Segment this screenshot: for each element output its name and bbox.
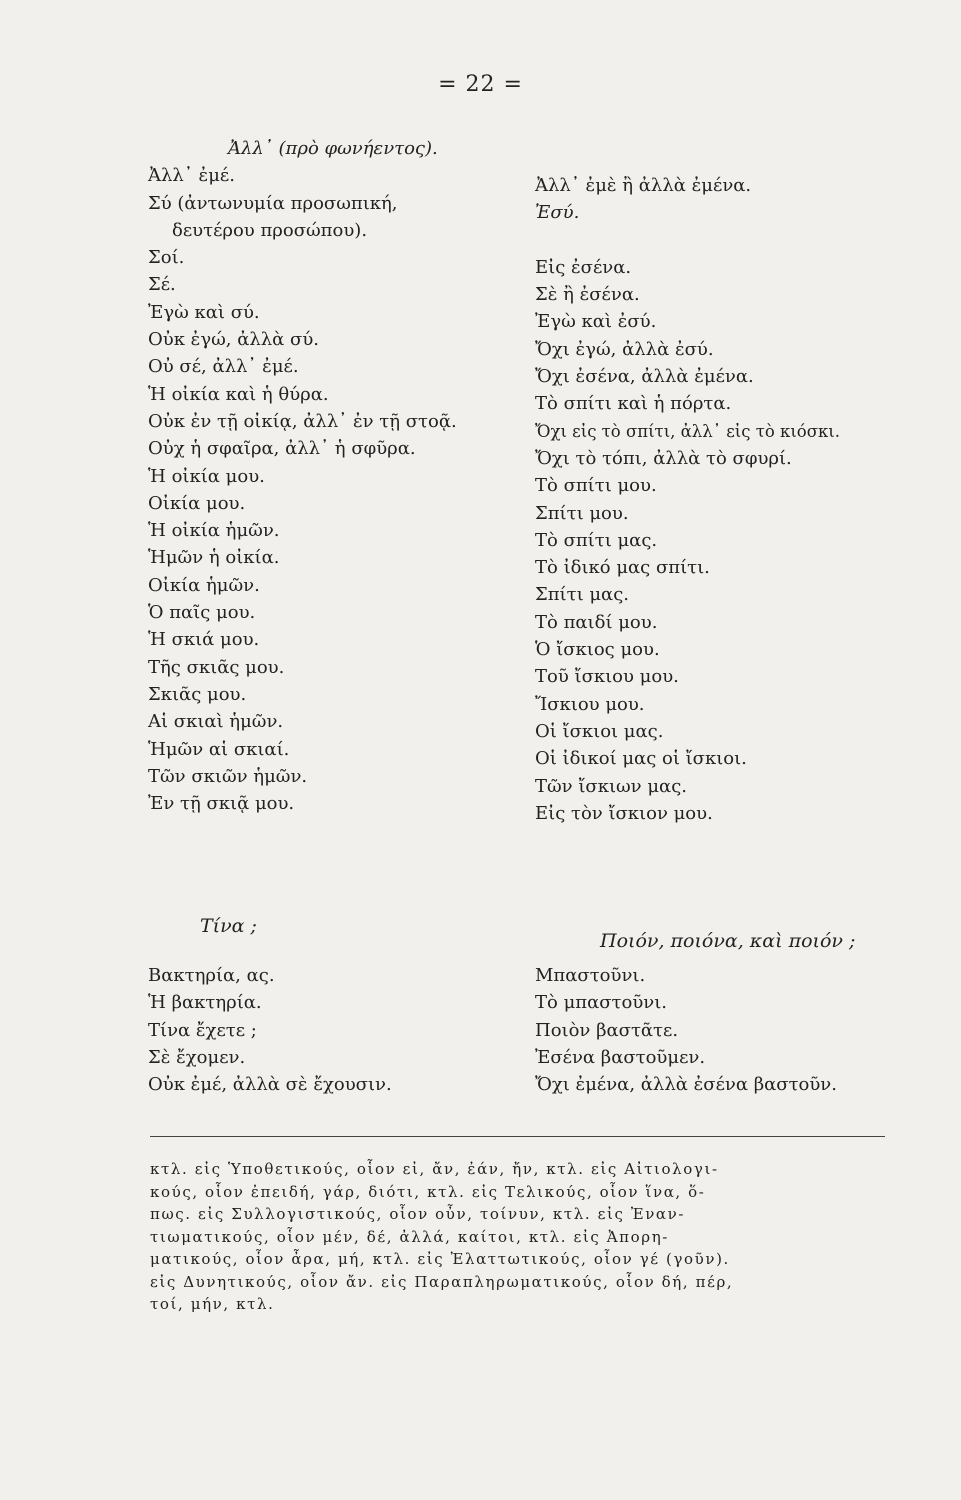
text-line: Ἡ οἰκία ἡμῶν.	[148, 520, 280, 542]
left-heading: Ἀλλ᾽ (πρὸ φωνήεντος).	[228, 138, 438, 159]
text-line: Ἐσένα βαστοῦμεν.	[535, 1046, 706, 1068]
text-line: Οἱ ἰδικοί μας οἱ ἴσκιοι.	[535, 748, 747, 770]
text-line: Ὁ ἴσκιος μου.	[535, 639, 660, 661]
text-line: Τὸ σπίτι μας.	[535, 529, 658, 551]
footnote-line: τοί, μήν, κτλ.	[150, 1295, 275, 1313]
text-line: Τῶν ἴσκιων μας.	[535, 775, 687, 797]
text-line: Οὐκ ἐγώ, ἀλλὰ σύ.	[148, 329, 320, 351]
text-line: Ποιὸν βαστᾶτε.	[535, 1019, 679, 1041]
text-line: Οἰκία ἡμῶν.	[148, 574, 260, 596]
text-line: Τὸ παιδί μου.	[535, 611, 658, 633]
text-line: Σέ.	[148, 274, 176, 296]
footnote-divider	[150, 1136, 885, 1137]
footnote	[150, 1158, 895, 1316]
text-line	[535, 227, 840, 254]
section-left-heading: Τίνα ;	[200, 915, 257, 937]
text-line: Ὁ παῖς μου.	[148, 602, 256, 624]
text-line: Μπαστοῦνι.	[535, 965, 646, 986]
footnote-line: κτλ. εἰς Ὑποθετικούς, οἷον εἰ, ἄν, ἐάν, ἤν, κτλ. εἰς Αἰτιολογι-	[150, 1160, 719, 1178]
text-line: Τῶν σκιῶν ἡμῶν.	[148, 765, 308, 787]
text-line: δευτέρου προσώπου).	[172, 219, 368, 241]
text-line: Ἀλλ᾽ ἐμὲ ἢ ἀλλὰ ἐμένα.	[535, 175, 752, 196]
page-number: = 22 =	[438, 72, 523, 97]
section-left-column	[148, 962, 392, 1098]
text-line: Ἡ σκιά μου.	[148, 629, 260, 651]
text-line: Σὲ ἢ ἐσένα.	[535, 284, 640, 306]
footnote-line: πως. εἰς Συλλογιστικούς, οἷον οὖν, τοίνυν, κτλ. εἰς Ἐναν-	[150, 1205, 686, 1223]
footnote-line: εἰς Δυνητικούς, οἷον ἄν. εἰς Παραπληρωματικούς, οἷον δή, πέρ,	[150, 1272, 734, 1291]
text-line: Ἡμῶν αἱ σκιαί.	[148, 738, 290, 760]
text-line: Οἰκία μου.	[148, 492, 246, 514]
text-line: Ἐγὼ καὶ ἐσύ.	[535, 311, 657, 333]
text-line: Οὐκ ἐν τῇ οἰκίᾳ, ἀλλ᾽ ἐν τῇ στοᾷ.	[148, 410, 457, 432]
text-line: Τὸ μπαστοῦνι.	[535, 992, 667, 1014]
text-line: Σὲ ἔχομεν.	[148, 1046, 246, 1068]
text-line: Ἡ οἰκία μου.	[148, 465, 265, 487]
text-line: Βακτηρία, ας.	[148, 965, 275, 986]
right-column	[535, 172, 840, 827]
text-line: Σπίτι μας.	[535, 584, 630, 606]
text-line: Τὸ σπίτι μου.	[535, 475, 657, 497]
section-right-column	[535, 962, 837, 1098]
text-line: Ὄχι ἐγώ, ἀλλὰ ἐσύ.	[535, 338, 714, 360]
text-line: Ἐσύ.	[535, 202, 580, 224]
text-line: Ἐγὼ καὶ σύ.	[148, 301, 260, 323]
text-line: Τοῦ ἴσκιου μου.	[535, 666, 679, 688]
text-line: Ἐν τῇ σκιᾷ μου.	[148, 793, 295, 815]
text-line: Τὸ ἰδικό μας σπίτι.	[535, 557, 710, 579]
left-column	[148, 135, 457, 817]
text-line: Οὐκ ἐμέ, ἀλλὰ σὲ ἔχουσιν.	[148, 1074, 392, 1096]
text-line: Εἰς ἐσένα.	[535, 256, 632, 278]
text-line: Οὐ σέ, ἀλλ᾽ ἐμέ.	[148, 356, 299, 378]
footnote-line: ματικούς, οἷον ἆρα, μή, κτλ. εἰς Ἐλαττωτικούς, οἷον γέ (γοῦν).	[150, 1250, 730, 1268]
text-line: Ὄχι ἐσένα, ἀλλὰ ἐμένα.	[535, 366, 754, 388]
text-line: Σύ (ἀντωνυμία προσωπική,	[148, 192, 398, 214]
text-line: Σοί.	[148, 247, 185, 269]
text-line: Οἱ ἴσκιοι μας.	[535, 720, 664, 742]
text-line: Ὄχι τὸ τόπι, ἀλλὰ τὸ σφυρί.	[535, 447, 792, 469]
text-line: Τὸ σπίτι καὶ ἡ πόρτα.	[535, 393, 732, 415]
footnote-line: κούς, οἷον ἐπειδή, γάρ, διότι, κτλ. εἰς Τελικούς, οἷον ἵνα, ὅ-	[150, 1182, 706, 1201]
text-line: Σκιᾶς μου.	[148, 683, 247, 705]
footnote-line: τιωματικούς, οἷον μέν, δέ, ἀλλά, καίτοι, κτλ. εἰς Ἀπορη-	[150, 1227, 669, 1246]
text-line: Ἴσκιου μου.	[535, 693, 645, 715]
text-line: Ὄχι εἰς τὸ σπίτι, ἀλλ᾽ εἰς τὸ κιόσκι.	[535, 421, 841, 441]
text-line: Ἡ οἰκία καὶ ἡ θύρα.	[148, 383, 329, 405]
text-line: Ἀλλ᾽ ἐμέ.	[148, 165, 235, 187]
text-line: Οὐχ ἡ σφαῖρα, ἀλλ᾽ ἡ σφῦρα.	[148, 438, 416, 460]
text-line: Εἰς τὸν ἴσκιον μου.	[535, 802, 713, 824]
section-right-heading: Ποιόν, ποιόνα, καὶ ποιόν ;	[600, 930, 856, 952]
text-line: Ἡ βακτηρία.	[148, 992, 262, 1014]
text-line: Ἡμῶν ἡ οἰκία.	[148, 547, 280, 569]
text-line: Τῆς σκιᾶς μου.	[148, 656, 285, 678]
text-line: Ὄχι ἐμένα, ἀλλὰ ἐσένα βαστοῦν.	[535, 1074, 837, 1096]
text-line: Τίνα ἔχετε ;	[148, 1019, 257, 1041]
text-line: Αἱ σκιαὶ ἡμῶν.	[148, 711, 284, 733]
text-line: Σπίτι μου.	[535, 502, 629, 524]
